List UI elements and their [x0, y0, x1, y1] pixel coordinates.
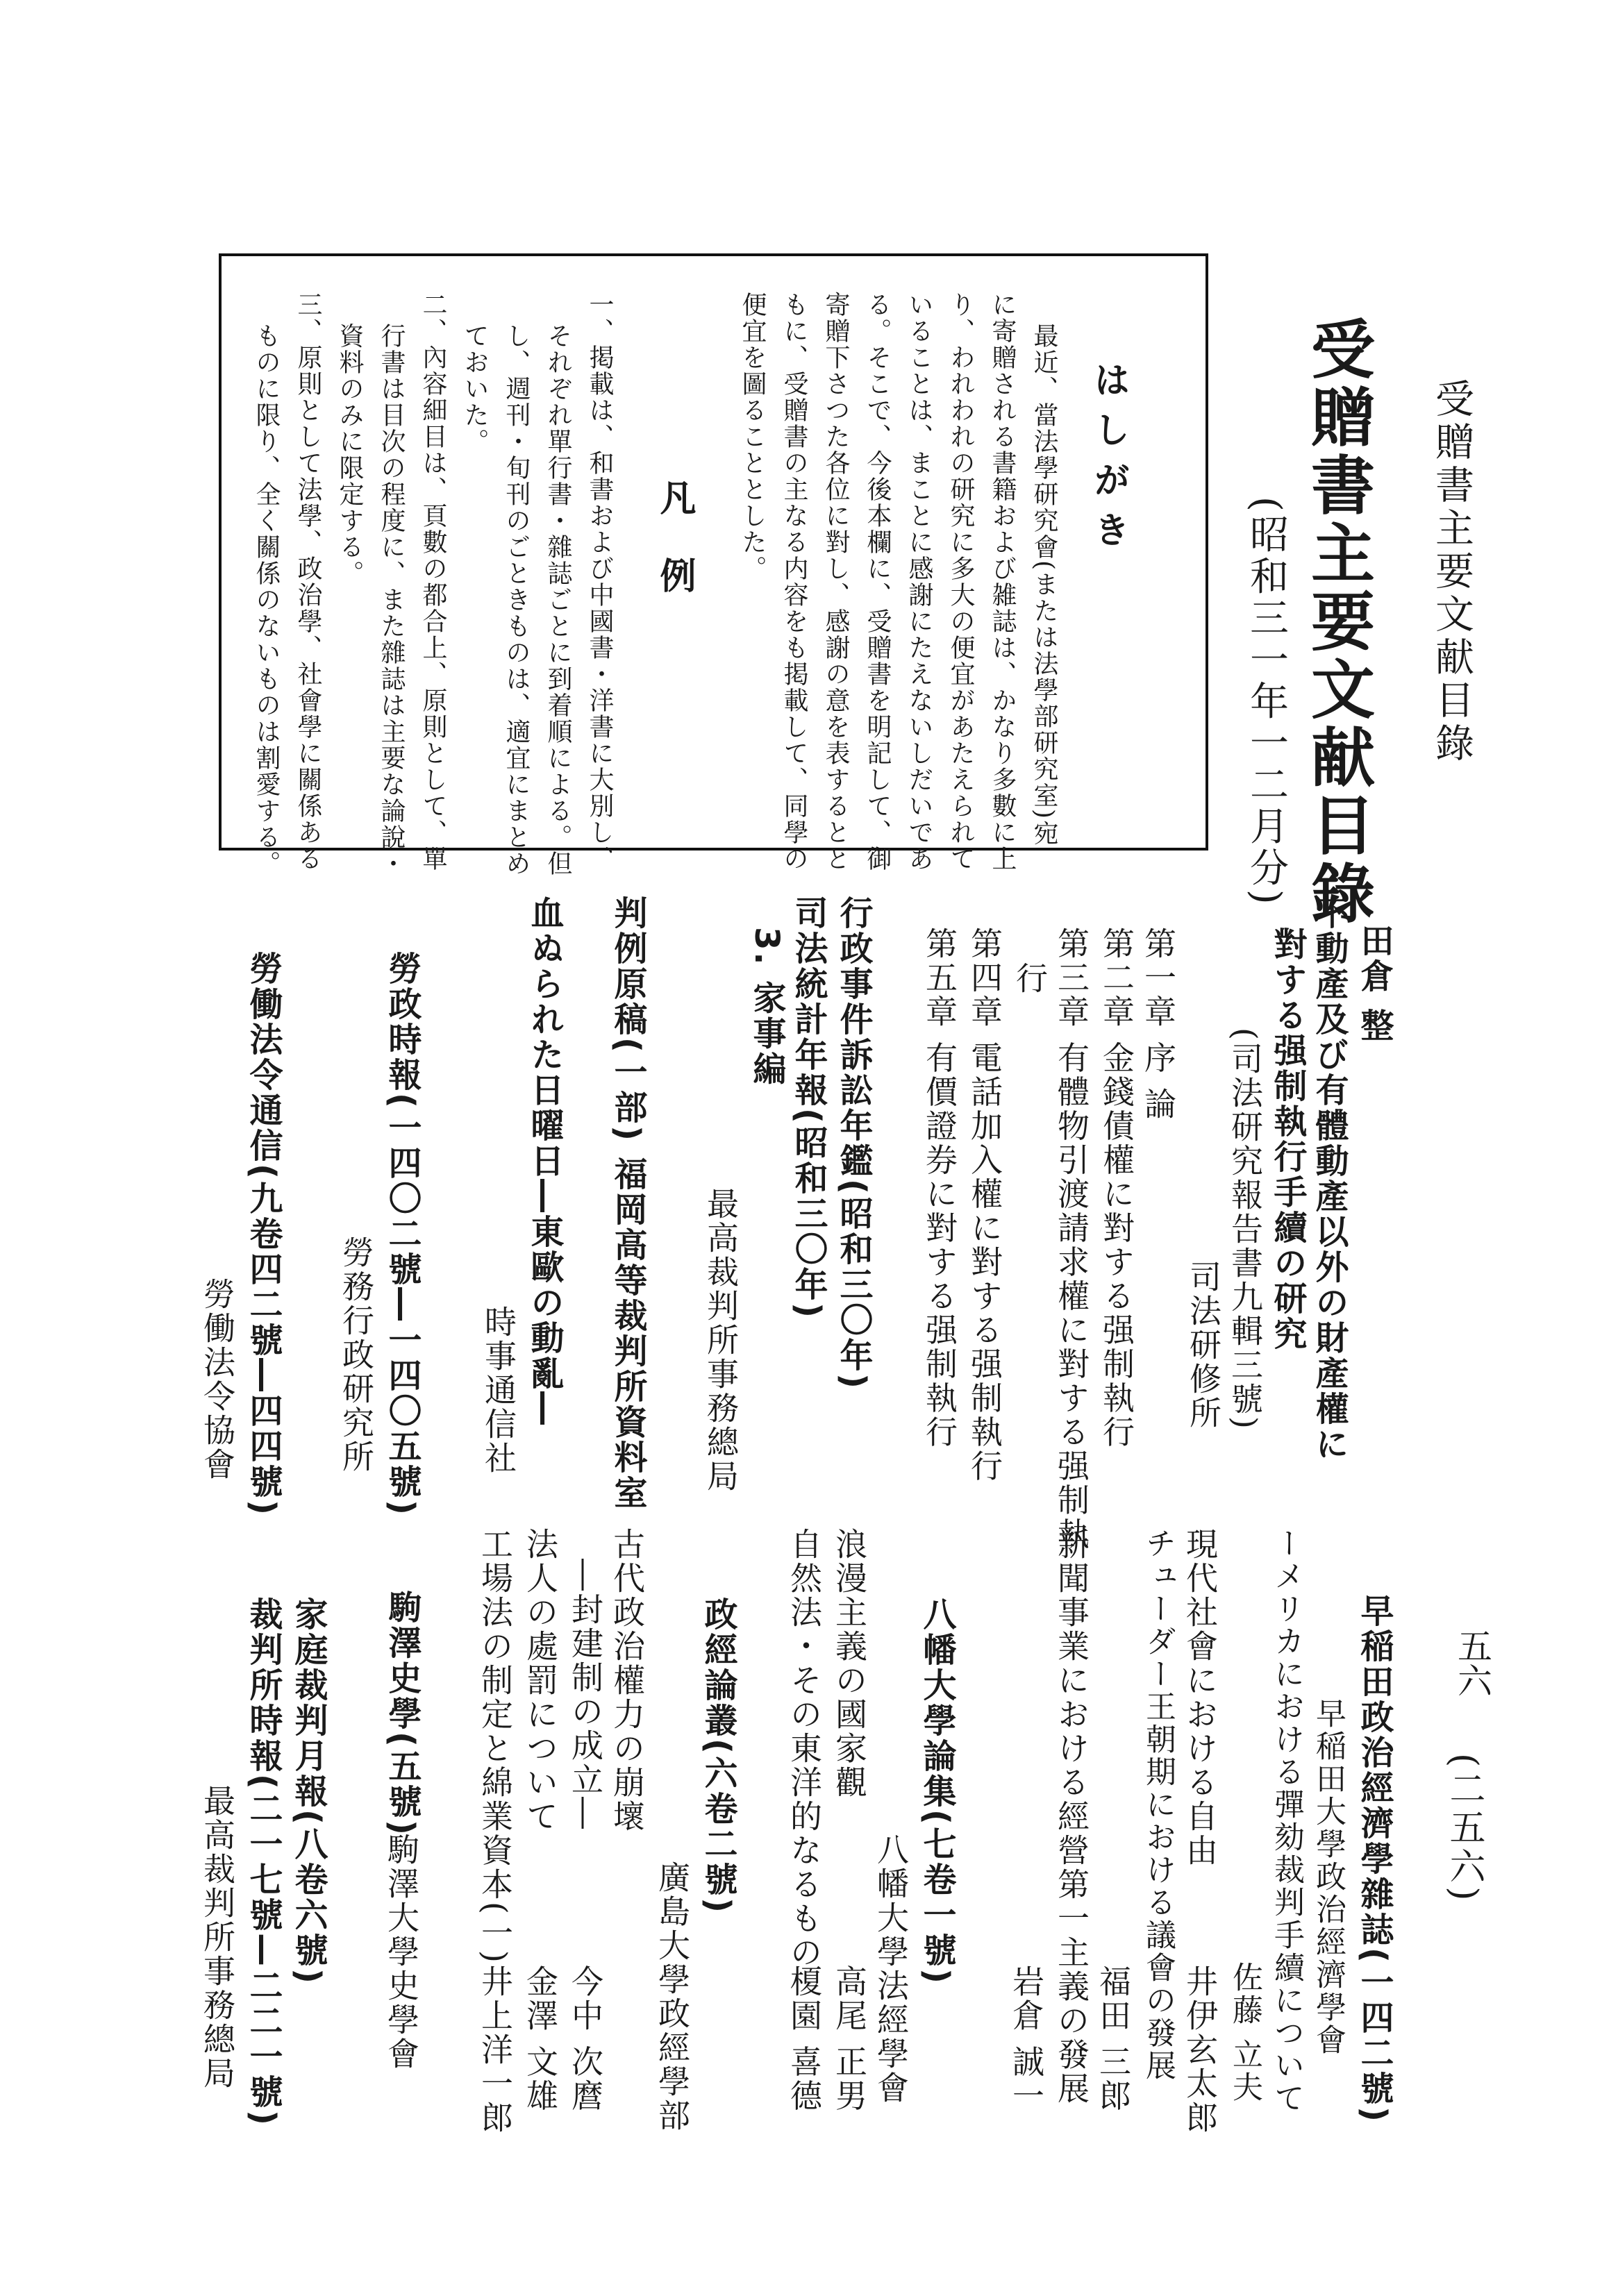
preface-line: 寄贈下さつた各位に對し、感謝の意を表するとと	[821, 292, 850, 872]
journal-title: 家庭裁判月報(八卷六號)	[289, 1597, 328, 1986]
rules-line: 三、原則として法學、政治學、社會學に關係ある	[294, 292, 322, 872]
publisher: 早稲田大學政治經濟學會	[1310, 1698, 1346, 2056]
page-title: 受贈書主要文献目錄	[1301, 316, 1375, 928]
article-author: 今中 次麿	[567, 1965, 604, 2113]
book-title: 勞働法令通信(九卷四二號―四四號)	[244, 951, 283, 1517]
publisher: 最高裁判所事務總局	[199, 1784, 236, 2090]
publisher: 八幡大學法經學會	[872, 1833, 910, 2105]
article-title: 自然法・その東洋的なるもの	[785, 1527, 823, 1970]
rules-line: 一、掲載は、和書および中國書・洋書に大別し、	[585, 292, 614, 872]
article-author: 福田 三郎	[1094, 1965, 1132, 2113]
book-title: 不動產及び有體動產以外の財產權に	[1310, 896, 1349, 1462]
article-author: 佐藤 立夫	[1227, 1961, 1262, 2104]
journal-title: 駒澤史學(五號)	[383, 1590, 422, 1837]
preface-heading: はしがき	[1087, 361, 1129, 561]
preface-line: 最近、當法學研究會(または法學部研究室)宛	[1030, 323, 1058, 847]
rules-line: 行書は目次の程度に、また雜誌は主要な論說・	[377, 323, 406, 877]
publisher: 勞務行政研究所	[337, 1236, 375, 1474]
article-author: 高尾 正男	[831, 1965, 868, 2113]
rules-line: ておいた。	[460, 323, 489, 455]
article-author: 井伊玄太郎	[1181, 1965, 1219, 2135]
book-title: 行政事件訴訟年鑑(昭和三〇年)	[834, 896, 873, 1391]
author-name: 田倉 整	[1355, 923, 1394, 1044]
article-title: 浪漫主義の國家觀	[831, 1527, 868, 1800]
article-title: 新聞事業における經營第一主義の發展	[1053, 1527, 1090, 2106]
page-subtitle: (昭和三一年一二月分)	[1244, 496, 1289, 907]
publisher: 司法研修所	[1185, 1260, 1222, 1430]
article-author: 榎園 喜德	[785, 1965, 823, 2113]
chapter-item: 第一章 序 論	[1140, 927, 1177, 1122]
article-subtitle: ―封建制の成立―	[567, 1559, 604, 1831]
journal-title: 八幡大學論集(七卷一號)	[917, 1597, 956, 1986]
book-title: 判例原稿(一部) 福岡高等裁判所資料室	[608, 896, 647, 1511]
publisher: 勞働法令協會	[199, 1277, 236, 1482]
preface-line: に寄贈される書籍および雑誌は、かなり多數に上	[988, 292, 1017, 872]
preface-line: もに、受贈書の主なる内容をも掲載して、同學の	[780, 292, 808, 872]
preface-line: 便宜を圖ることとした。	[738, 292, 767, 582]
publisher: 廣島大學政經學部	[653, 1861, 691, 2133]
journal-title: 早稲田政治經濟學雜誌(一四二號)	[1355, 1593, 1394, 2124]
publisher: 最高裁判所事務總局	[702, 1187, 740, 1493]
journal-title: 政經論叢(六卷二號)	[699, 1597, 737, 1915]
chapter-item: 第三章 有體物引渡請求權に對する强制執	[1053, 927, 1090, 1552]
article-title: 現代社會における自由	[1181, 1527, 1219, 1868]
article-author: 金澤 文雄	[522, 1965, 559, 2113]
chapter-item: 第四章 電話加入權に對する强制執行	[966, 927, 1003, 1484]
article-title: チューダー王朝期における議會の發展	[1140, 1527, 1176, 2082]
book-title: 勞政時報(一四〇二號―一四〇五號)	[383, 951, 422, 1517]
chapter-item-continued: 行	[1011, 962, 1049, 996]
rules-heading: 凡例	[653, 479, 695, 635]
page-number: 五六	[1452, 1628, 1492, 1698]
running-title: 受贈書主要文献目錄	[1429, 378, 1474, 766]
preface-line: る。そこで、今後本欄に、受贈書を明記して、御	[863, 292, 892, 872]
book-title: 對する强制執行手續の研究	[1268, 927, 1307, 1352]
book-title: 司法統計年報(昭和三〇年)	[789, 896, 828, 1320]
article-title: 工場法の制定と綿業資本(一)	[476, 1527, 514, 1965]
notice-box	[219, 253, 1208, 850]
article-title: ーメリカにおける彈劾裁判手續について	[1269, 1527, 1304, 2115]
book-section: 3. 家事編	[747, 927, 786, 1087]
rules-line: し、週刊・旬刊のごときものは、適宜にまとめ	[502, 323, 531, 877]
article-title: 古代政治權力の崩壞	[608, 1527, 646, 1834]
series-note: (司法研究報告書九輯三號)	[1226, 1028, 1264, 1431]
book-title: 血ぬられた日曜日―東歐の動亂―	[525, 896, 564, 1427]
publisher: 時事通信社	[480, 1305, 517, 1475]
article-author: 井上洋一郎	[476, 1965, 514, 2135]
rules-line: 二、內容細目は、頁數の都合上、原則として、單	[419, 292, 447, 872]
preface-line: り、われわれの研究に多大の便宜があたえられて	[946, 292, 975, 872]
chapter-item: 第五章 有價證券に對する强制執行	[921, 927, 958, 1450]
rules-line: 資料のみに限定する。	[335, 323, 364, 587]
rules-line: それぞれ單行書・雜誌ごとに到着順による。但	[544, 323, 572, 877]
article-title: 法人の處罰について	[522, 1527, 559, 1834]
publisher: 駒澤大學史學會	[383, 1833, 420, 2071]
page-number-total: (二五六)	[1443, 1753, 1485, 1904]
rules-line: ものに限り、全く關係のないものは割愛する。	[252, 323, 281, 877]
chapter-item: 第二章 金錢債權に對する强制執行	[1098, 927, 1135, 1450]
journal-title: 裁判所時報(二一七號—二二一號)	[244, 1597, 283, 2127]
preface-line: いることは、まことに感謝にたえないしだいであ	[905, 292, 933, 872]
article-author: 岩倉 誠一	[1008, 1965, 1045, 2113]
